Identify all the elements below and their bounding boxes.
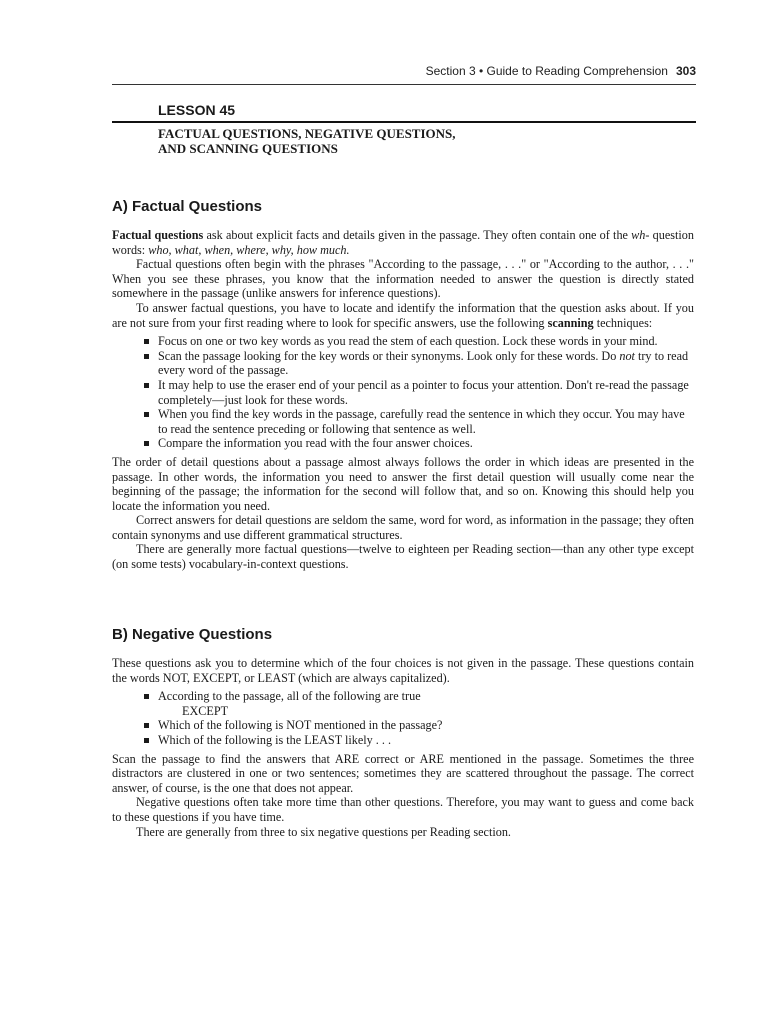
section-b-paragraph-2: Scan the passage to find the answers that ARE correct or ARE mentioned in the passage. Sometimes the three distractors are clustered in one or two sentences; sometimes they are scattered throughout the passage. The correct answer, of course, is the one that does not appear. bbox=[112, 751, 694, 795]
negative-questions-list bbox=[112, 689, 694, 747]
bullet-icon bbox=[144, 354, 149, 359]
bullet-icon bbox=[144, 441, 149, 446]
section-a-paragraph-5: Correct answers for detail questions are seldom the same, word for word, as information in the passage; they often contain synonyms and use different grammatical structures. bbox=[112, 513, 694, 542]
list-item-text: It may help to use the eraser end of your pencil as a pointer to focus your attention. Don't re-read the passage completely—just look for these words. bbox=[158, 377, 689, 407]
list-item-text: Which of the following is NOT mentioned in the passage? bbox=[158, 718, 443, 733]
list-item bbox=[158, 334, 694, 349]
page-number: 303 bbox=[675, 64, 696, 78]
term-factual-questions: Factual questions bbox=[112, 228, 204, 242]
text-span: question words: bbox=[112, 228, 694, 257]
bullet-icon bbox=[144, 339, 149, 344]
list-item bbox=[158, 436, 694, 451]
section-a-paragraph-2: Factual questions often begin with the phrases "According to the passage, . . ." or "According to the author, . . ." When you see these phrases, you know that the information needed to answer the question is directly stated somewhere in the passage (unlike answers for inference questions). bbox=[112, 257, 694, 301]
section-a-paragraph-1 bbox=[112, 228, 694, 257]
bullet-icon bbox=[144, 383, 149, 388]
list-item bbox=[158, 733, 694, 748]
list-item-text: Compare the information you read with the four answer choices. bbox=[158, 436, 473, 451]
list-item bbox=[158, 407, 694, 436]
section-b-heading: B) Negative Questions bbox=[112, 626, 273, 643]
list-item bbox=[158, 378, 694, 407]
text-span: ask about explicit facts and details given in the passage. They often contain one of the bbox=[203, 228, 632, 242]
text-span: techniques: bbox=[593, 315, 653, 330]
bullet-icon bbox=[144, 738, 149, 743]
section-b-paragraph-3: Negative questions often take more time than other questions. Therefore, you may want to guess and come back to these questions if you have time. bbox=[112, 795, 694, 824]
list-item-text: According to the passage, all of the following are true bbox=[158, 689, 421, 704]
lesson-title bbox=[158, 126, 658, 156]
list-item-text: try to read every word of the passage. bbox=[158, 348, 689, 378]
header-rule bbox=[112, 84, 696, 85]
section-b-paragraph-4: There are generally from three to six negative questions per Reading section. bbox=[136, 824, 511, 839]
term-wh: wh- bbox=[631, 228, 650, 242]
lesson-title-line2: AND SCANNING QUESTIONS bbox=[158, 141, 338, 156]
section-a-paragraph-3 bbox=[112, 301, 694, 330]
section-b-body bbox=[112, 656, 694, 839]
list-item-subtext: EXCEPT bbox=[182, 703, 229, 718]
list-item bbox=[158, 349, 694, 378]
section-a-paragraph-6: There are generally more factual questions—twelve to eighteen per Reading section—than any other type except (on some tests) vocabulary-in-context questions. bbox=[112, 542, 694, 572]
bullet-icon bbox=[144, 723, 149, 728]
scanning-techniques-list bbox=[112, 334, 694, 451]
list-item bbox=[158, 689, 694, 718]
emphasis-not: not bbox=[619, 348, 635, 363]
lesson-title-line1: FACTUAL QUESTIONS, NEGATIVE QUESTIONS, bbox=[158, 126, 456, 141]
bullet-icon bbox=[144, 694, 149, 699]
term-scanning: scanning bbox=[547, 315, 594, 330]
list-item-text: Focus on one or two key words as you read the stem of each question. Lock these words in your mind. bbox=[158, 334, 658, 349]
list-item bbox=[158, 718, 694, 733]
list-item-text: Scan the passage looking for the key words or their synonyms. Look only for these words. Do bbox=[158, 348, 620, 363]
wh-words: who, what, when, where, why, how much. bbox=[148, 242, 350, 257]
running-head bbox=[112, 64, 696, 78]
text-span: To answer factual questions, you have to locate and identify the information that the question asks about. If you are not sure from your first reading where to look for specific answers, use the following bbox=[112, 300, 694, 330]
lesson-label: LESSON 45 bbox=[158, 102, 236, 118]
section-a-heading: A) Factual Questions bbox=[112, 198, 263, 215]
section-b-paragraph-1: These questions ask you to determine which of the four choices is not given in the passage. These questions contain the words NOT, EXCEPT, or LEAST (which are always capitalized). bbox=[112, 656, 694, 685]
section-a-paragraph-4: The order of detail questions about a passage almost always follows the order in which ideas are presented in the passage. In other words, the information you need to answer the first detail question will usually come near the beginning of the passage; the information for the second will follow that, and so on. Knowing this should help you locate the information you need. bbox=[112, 454, 694, 513]
running-title: Section 3 • Guide to Reading Comprehension bbox=[425, 64, 668, 78]
bullet-icon bbox=[144, 412, 149, 417]
lesson-rule bbox=[112, 121, 696, 123]
section-a-body bbox=[112, 228, 694, 572]
list-item-text: Which of the following is the LEAST likely . . . bbox=[158, 732, 391, 747]
list-item-text: When you find the key words in the passage, carefully read the sentence in which they occur. You may have to read the sentence preceding or following that sentence as well. bbox=[158, 407, 685, 436]
